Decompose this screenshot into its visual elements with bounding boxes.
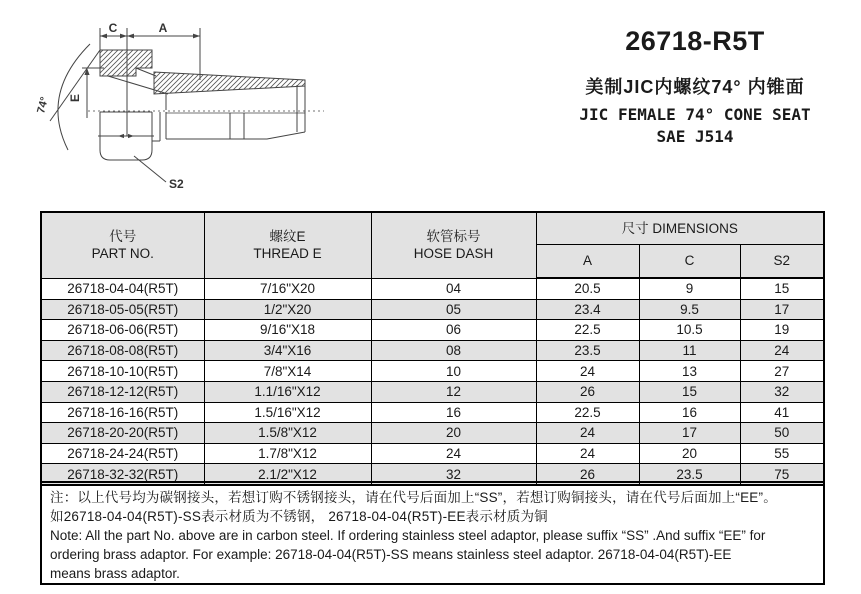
table-row — [41, 443, 824, 464]
table-row — [41, 278, 824, 299]
table-cell: 05 — [371, 299, 536, 320]
table-cell: 23.5 — [639, 464, 740, 485]
col-header-thread-en: THREAD E — [253, 246, 322, 262]
dim-e-label: E — [68, 93, 82, 103]
table-cell: 12 — [371, 381, 536, 402]
technical-drawing — [32, 6, 362, 206]
table-cell: 22.5 — [536, 320, 639, 341]
page-title: 26718-R5T — [625, 26, 765, 56]
col-header-part-no-zh: 代号 — [109, 228, 137, 244]
hex-s2-label: S2 — [169, 177, 184, 191]
table-cell: 04 — [371, 278, 536, 299]
table-cell: 2.1/2"X12 — [204, 464, 371, 485]
table-cell: 26718-16-16(R5T) — [41, 402, 204, 423]
table-cell: 24 — [371, 443, 536, 464]
col-header-part-no — [41, 212, 204, 278]
table-cell: 24 — [536, 423, 639, 444]
standard-ref: SAE J514 — [656, 127, 734, 146]
col-header-thread-zh: 螺纹E — [269, 228, 306, 244]
table-cell: 26718-10-10(R5T) — [41, 361, 204, 382]
col-header-hose-zh: 软管标号 — [426, 228, 481, 244]
table-cell: 06 — [371, 320, 536, 341]
table-cell: 17 — [740, 299, 824, 320]
table-cell: 1.1/16"X12 — [204, 381, 371, 402]
table-cell: 16 — [639, 402, 740, 423]
table-cell: 20 — [371, 423, 536, 444]
table-cell: 1.5/16"X12 — [204, 402, 371, 423]
table-cell: 9/16"X18 — [204, 320, 371, 341]
table-cell: 26 — [536, 464, 639, 485]
table-cell: 1.5/8"X12 — [204, 423, 371, 444]
dim-c-label: C — [108, 21, 118, 35]
table-cell: 11 — [639, 340, 740, 361]
table-cell: 26718-12-12(R5T) — [41, 381, 204, 402]
col-header-part-no-en: PART NO. — [91, 246, 154, 262]
table-cell: 24 — [740, 340, 824, 361]
table-cell: 10 — [371, 361, 536, 382]
table-cell: 3/4"X16 — [204, 340, 371, 361]
table-row — [41, 299, 824, 320]
table-cell: 20.5 — [536, 278, 639, 299]
table-cell: 23.4 — [536, 299, 639, 320]
table-cell: 50 — [740, 423, 824, 444]
table-cell: 10.5 — [639, 320, 740, 341]
table-cell: 26718-32-32(R5T) — [41, 464, 204, 485]
col-header-s2: S2 — [740, 245, 824, 279]
table-cell: 27 — [740, 361, 824, 382]
table-cell: 9.5 — [639, 299, 740, 320]
table-cell: 23.5 — [536, 340, 639, 361]
table-row — [41, 381, 824, 402]
table-cell: 75 — [740, 464, 824, 485]
dimensions-table — [40, 211, 825, 486]
table-cell: 32 — [371, 464, 536, 485]
table-cell: 1.7/8"X12 — [204, 443, 371, 464]
table-cell: 7/8"X14 — [204, 361, 371, 382]
table-cell: 26718-04-04(R5T) — [41, 278, 204, 299]
table-row — [41, 320, 824, 341]
note-zh-line2: 如26718-04-04(R5T)-SS表示材质为不锈钢， 26718-04-04(R5T)-EE表示材质为铜 — [50, 509, 548, 524]
table-cell: 26718-08-08(R5T) — [41, 340, 204, 361]
table-cell: 16 — [371, 402, 536, 423]
table-cell: 08 — [371, 340, 536, 361]
table-row — [41, 423, 824, 444]
table-cell: 1/2"X20 — [204, 299, 371, 320]
table-row — [41, 340, 824, 361]
table-cell: 32 — [740, 381, 824, 402]
col-header-thread — [204, 212, 371, 278]
table-cell: 26718-20-20(R5T) — [41, 423, 204, 444]
table-row — [41, 402, 824, 423]
note-en-line2: ordering brass adaptor. For example: 26718-04-04(R5T)-SS means stainless steel adaptor. 26718-04-04(R5T)-EE — [50, 547, 732, 562]
notes-box — [40, 481, 825, 585]
table-row — [41, 361, 824, 382]
table-cell: 26 — [536, 381, 639, 402]
title-zh: 美制JIC内螺纹74° 内锥面 — [585, 77, 805, 97]
table-cell: 55 — [740, 443, 824, 464]
table-cell: 19 — [740, 320, 824, 341]
col-header-hose-dash — [371, 212, 536, 278]
table-cell: 15 — [639, 381, 740, 402]
col-header-c: C — [639, 245, 740, 279]
title-block — [530, 26, 860, 146]
table-cell: 17 — [639, 423, 740, 444]
table-cell: 24 — [536, 361, 639, 382]
angle-label: 74° — [35, 95, 52, 115]
title-en: JIC FEMALE 74° CONE SEAT — [579, 105, 811, 124]
table-cell: 26718-05-05(R5T) — [41, 299, 204, 320]
dim-a-label: A — [158, 21, 168, 35]
table-cell: 26718-24-24(R5T) — [41, 443, 204, 464]
table-cell: 41 — [740, 402, 824, 423]
table-cell: 9 — [639, 278, 740, 299]
table-cell: 26718-06-06(R5T) — [41, 320, 204, 341]
table-cell: 20 — [639, 443, 740, 464]
table-cell: 15 — [740, 278, 824, 299]
note-en-line3: means brass adaptor. — [50, 566, 180, 581]
table-cell: 24 — [536, 443, 639, 464]
note-en-line1: Note: All the part No. above are in carbon steel. If ordering stainless steel adaptor, please suffix “SS” .And suffix “EE” for — [50, 528, 766, 543]
col-header-a: A — [536, 245, 639, 279]
table-body — [41, 278, 824, 485]
note-zh-line1: 注：以上代号均为碳钢接头，若想订购不锈钢接头，请在代号后面加上“SS”，若想订购铜接头，请在代号后面加上“EE”。 — [50, 490, 777, 505]
table-cell: 22.5 — [536, 402, 639, 423]
col-header-dimensions: 尺寸 DIMENSIONS — [536, 212, 824, 245]
table-cell: 7/16"X20 — [204, 278, 371, 299]
col-header-hose-en: HOSE DASH — [413, 246, 494, 262]
table-cell: 13 — [639, 361, 740, 382]
